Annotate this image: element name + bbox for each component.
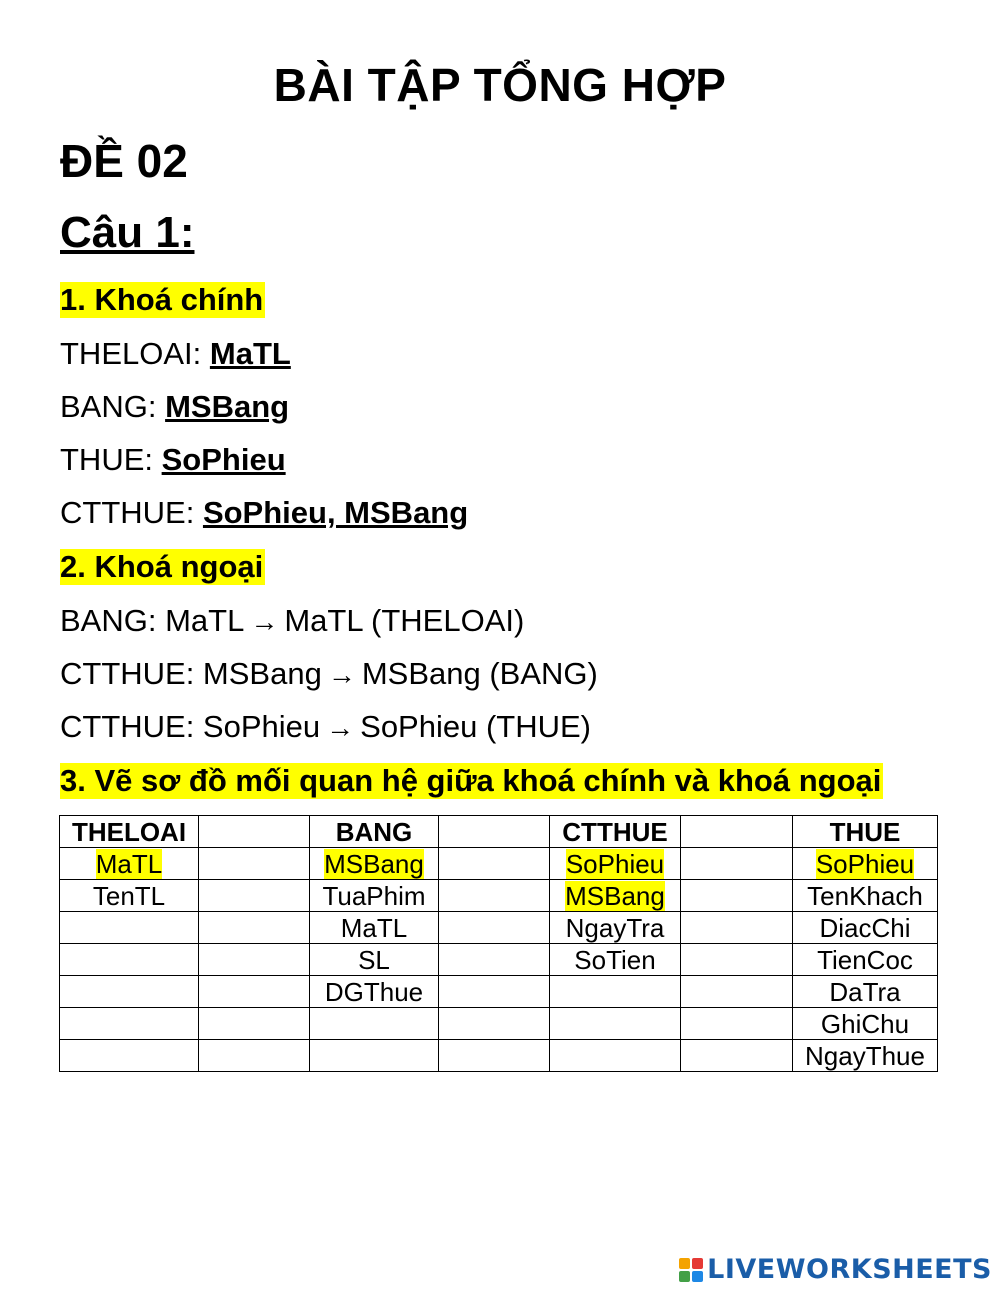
foreign-key-line xyxy=(60,656,598,692)
page-title: BÀI TẬP TỔNG HỢP xyxy=(273,59,727,111)
table-header-cell xyxy=(681,816,793,848)
table-name: CTTHUE: xyxy=(60,495,203,530)
liveworksheets-logo-icon xyxy=(679,1258,703,1282)
table-cell xyxy=(60,912,199,944)
table-cell xyxy=(199,976,310,1008)
table-header-row xyxy=(60,816,938,848)
highlighted-key: MaTL xyxy=(95,848,163,879)
table-cell: MaTL xyxy=(310,912,439,944)
table-cell xyxy=(310,848,439,880)
primary-key-line xyxy=(60,495,468,531)
table-cell xyxy=(199,944,310,976)
table-row xyxy=(60,1008,938,1040)
table-cell xyxy=(550,1040,681,1072)
table-cell xyxy=(199,1040,310,1072)
table-row xyxy=(60,848,938,880)
table-cell xyxy=(439,1008,550,1040)
table-cell: GhiChu xyxy=(793,1008,938,1040)
table-cell xyxy=(550,848,681,880)
brand-text: LIVEWORKSHEETS xyxy=(707,1254,992,1285)
highlighted-key: MSBang xyxy=(565,880,665,911)
table-header-cell: CTTHUE xyxy=(550,816,681,848)
primary-key: SoPhieu, MSBang xyxy=(202,495,469,530)
table-header-cell: BANG xyxy=(310,816,439,848)
table-cell xyxy=(439,944,550,976)
table-cell: SoTien xyxy=(550,944,681,976)
question-label: Câu 1: xyxy=(60,208,195,257)
table-cell xyxy=(681,1008,793,1040)
fk-target: MSBang (BANG) xyxy=(361,656,598,691)
relationship-table xyxy=(59,815,938,1072)
table-cell xyxy=(310,1008,439,1040)
table-cell xyxy=(60,1040,199,1072)
table-header-cell: THELOAI xyxy=(60,816,199,848)
table-cell: DGThue xyxy=(310,976,439,1008)
primary-key: MaTL xyxy=(209,336,291,371)
arrow-right-icon: → xyxy=(250,606,279,637)
primary-key: MSBang xyxy=(165,389,290,424)
primary-key-line xyxy=(60,442,286,478)
highlighted-key: SoPhieu xyxy=(565,848,665,879)
table-cell: NgayTra xyxy=(550,912,681,944)
table-cell xyxy=(550,880,681,912)
table-cell: DaTra xyxy=(793,976,938,1008)
arrow-right-icon: → xyxy=(326,712,355,743)
primary-key: SoPhieu xyxy=(161,442,286,477)
table-cell xyxy=(199,912,310,944)
fk-target: SoPhieu (THUE) xyxy=(360,709,591,744)
table-cell xyxy=(439,848,550,880)
table-row xyxy=(60,880,938,912)
table-cell xyxy=(681,944,793,976)
fk-source: CTTHUE: SoPhieu xyxy=(60,709,321,744)
table-cell xyxy=(681,912,793,944)
table-cell: TenKhach xyxy=(793,880,938,912)
arrow-right-icon: → xyxy=(327,659,356,690)
table-cell: DiacChi xyxy=(793,912,938,944)
table-cell: SL xyxy=(310,944,439,976)
table-cell xyxy=(439,880,550,912)
primary-key-line xyxy=(60,389,289,425)
fk-source: BANG: MaTL xyxy=(60,603,245,638)
table-cell xyxy=(60,976,199,1008)
section3-heading: 3. Vẽ sơ đồ mối quan hệ giữa khoá chính và khoá ngoại xyxy=(60,763,882,798)
table-name: BANG: xyxy=(60,389,166,424)
highlighted-key: MSBang xyxy=(324,848,424,879)
exam-code: ĐỀ 02 xyxy=(60,135,188,187)
table-header-cell: THUE xyxy=(793,816,938,848)
section2-heading: 2. Khoá ngoại xyxy=(60,549,264,584)
table-row xyxy=(60,944,938,976)
table-cell xyxy=(439,1040,550,1072)
brand-logo xyxy=(679,1254,992,1285)
table-row xyxy=(60,1040,938,1072)
table-cell xyxy=(60,944,199,976)
table-cell: NgayThue xyxy=(793,1040,938,1072)
highlighted-key: SoPhieu xyxy=(815,848,915,879)
table-cell xyxy=(60,1008,199,1040)
table-cell xyxy=(550,976,681,1008)
table-cell xyxy=(310,1040,439,1072)
table-name: THELOAI: xyxy=(60,336,210,371)
table-cell xyxy=(439,912,550,944)
table-cell xyxy=(681,1040,793,1072)
table-cell xyxy=(681,976,793,1008)
primary-key-line xyxy=(60,336,291,372)
table-cell xyxy=(681,848,793,880)
table-cell xyxy=(199,848,310,880)
fk-target: MaTL (THELOAI) xyxy=(284,603,525,638)
section1-heading: 1. Khoá chính xyxy=(60,282,264,317)
table-cell: TuaPhim xyxy=(310,880,439,912)
table-cell xyxy=(681,880,793,912)
table-cell xyxy=(550,1008,681,1040)
table-cell xyxy=(199,1008,310,1040)
table-cell xyxy=(439,976,550,1008)
foreign-key-line xyxy=(60,709,591,745)
table-row xyxy=(60,976,938,1008)
table-name: THUE: xyxy=(60,442,162,477)
table-cell xyxy=(199,880,310,912)
table-cell xyxy=(793,848,938,880)
fk-source: CTTHUE: MSBang xyxy=(60,656,322,691)
table-header-cell xyxy=(439,816,550,848)
table-cell xyxy=(60,848,199,880)
table-header-cell xyxy=(199,816,310,848)
table-cell: TenTL xyxy=(60,880,199,912)
table-cell: TienCoc xyxy=(793,944,938,976)
foreign-key-line xyxy=(60,603,524,639)
table-row xyxy=(60,912,938,944)
